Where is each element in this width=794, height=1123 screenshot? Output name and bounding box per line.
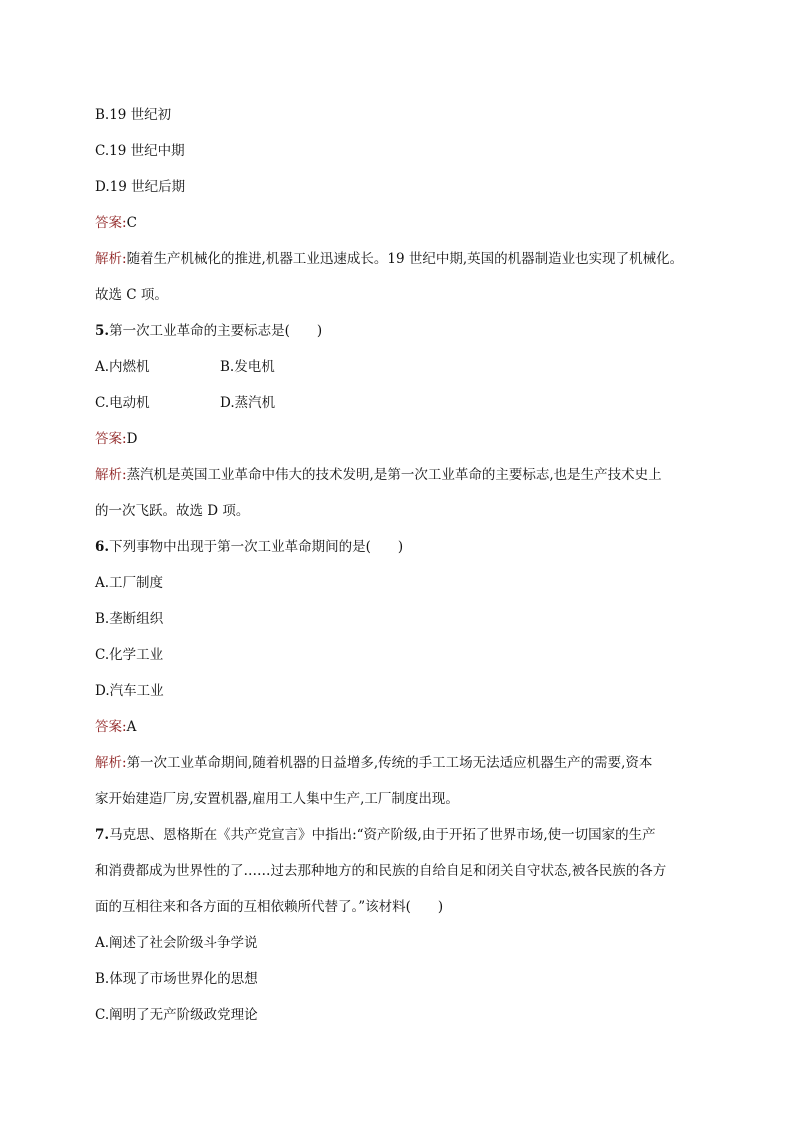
q7-option-c: C.阐明了无产阶级政党理论 xyxy=(95,1007,258,1023)
q7-stem-line-3: 面的互相往来和各方面的互相依赖所代替了。”该材料( ) xyxy=(95,899,444,915)
question-number: 7. xyxy=(95,827,110,843)
question-number: 5. xyxy=(95,323,110,339)
q5-answer: 答案:D xyxy=(95,431,138,447)
q6-option-b: B.垄断组织 xyxy=(95,611,164,627)
q5-analysis-line-2: 的一次飞跃。故选 D 项。 xyxy=(95,503,250,519)
analysis-label: 解析: xyxy=(95,251,127,267)
question-number: 6. xyxy=(95,539,110,555)
analysis-label: 解析: xyxy=(95,467,127,483)
q6-analysis-line-2: 家开始建造厂房,安置机器,雇用工人集中生产,工厂制度出现。 xyxy=(95,791,459,807)
q5-option-b: B.发电机 xyxy=(220,359,275,375)
q5-options-row-1 xyxy=(95,356,704,378)
q7-option-b: B.体现了市场世界化的思想 xyxy=(95,971,258,987)
q4-option-b: B.19 世纪初 xyxy=(95,107,172,123)
q5-option-a: A.内燃机 xyxy=(95,359,150,375)
q7-option-a: A.阐述了社会阶级斗争学说 xyxy=(95,935,258,951)
q6-analysis-line-1: 解析:第一次工业革命期间,随着机器的日益增多,传统的手工工场无法适应机器生产的需要,资本 xyxy=(95,755,653,771)
q6-stem: 6.下列事物中出现于第一次工业革命期间的是( ) xyxy=(95,539,404,555)
q6-option-c: C.化学工业 xyxy=(95,647,164,663)
analysis-label: 解析: xyxy=(95,755,127,771)
q4-answer: 答案:C xyxy=(95,215,137,231)
q4-analysis-line-2: 故选 C 项。 xyxy=(95,287,168,303)
answer-label: 答案: xyxy=(95,719,127,735)
q7-stem-line-2: 和消费都成为世界性的了……过去那种地方的和民族的自给自足和闭关自守状态,被各民族的各方 xyxy=(95,863,667,879)
q6-option-d: D.汽车工业 xyxy=(95,683,164,699)
q6-option-a: A.工厂制度 xyxy=(95,575,164,591)
q5-option-d: D.蒸汽机 xyxy=(220,395,276,411)
q4-option-d: D.19 世纪后期 xyxy=(95,179,186,195)
q4-option-c: C.19 世纪中期 xyxy=(95,143,185,159)
q5-options-row-2 xyxy=(95,392,704,414)
answer-label: 答案: xyxy=(95,215,127,231)
q5-analysis-line-1: 解析:蒸汽机是英国工业革命中伟大的技术发明,是第一次工业革命的主要标志,也是生产技术史上 xyxy=(95,467,662,483)
answer-label: 答案: xyxy=(95,431,127,447)
q7-stem-line-1: 7.马克思、恩格斯在《共产党宣言》中指出:“资产阶级,由于开拓了世界市场,使一切国家的生产 xyxy=(95,827,656,843)
q5-option-c: C.电动机 xyxy=(95,395,150,411)
q4-analysis-line-1: 解析:随着生产机械化的推进,机器工业迅速成长。19 世纪中期,英国的机器制造业也实现了机械化。 xyxy=(95,251,684,267)
q5-stem: 5.第一次工业革命的主要标志是( ) xyxy=(95,323,323,339)
q6-answer: 答案:A xyxy=(95,719,137,735)
